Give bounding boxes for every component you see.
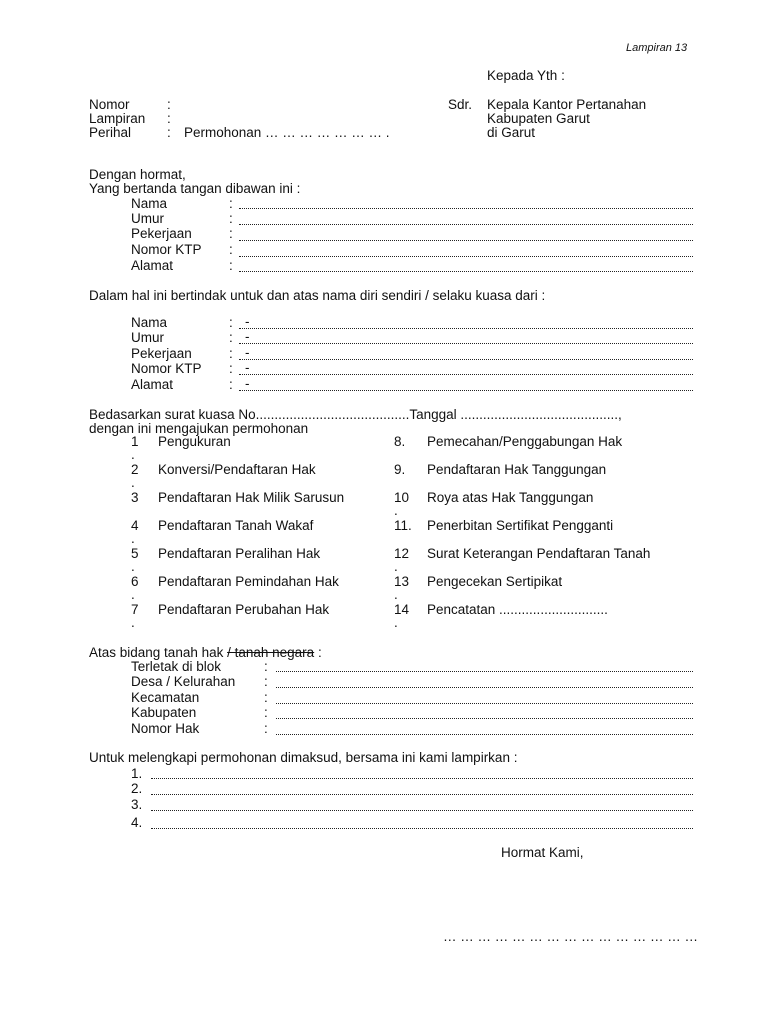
fill-line[interactable] bbox=[151, 810, 693, 811]
fill-line[interactable] bbox=[151, 828, 693, 829]
colon: : bbox=[264, 705, 268, 720]
colon: : bbox=[229, 226, 233, 241]
field-label: Alamat bbox=[131, 258, 174, 273]
perihal-value: Permohonan … … … … … … … . bbox=[184, 125, 390, 140]
land-suffix: : bbox=[314, 645, 322, 660]
fill-line[interactable] bbox=[239, 390, 693, 391]
service-number: 14 bbox=[394, 602, 410, 617]
fill-line[interactable] bbox=[151, 794, 693, 795]
service-number: 3 bbox=[131, 490, 139, 505]
service-label[interactable]: Penerbitan Sertifikat Pengganti bbox=[427, 518, 614, 533]
dash: - bbox=[245, 345, 250, 360]
fill-line[interactable] bbox=[239, 224, 693, 225]
fill-line[interactable] bbox=[239, 343, 693, 344]
signature-line[interactable]: … … … … … … … … … … … … … … … bbox=[443, 929, 699, 944]
land-prefix: Atas bidang tanah hak bbox=[89, 645, 228, 660]
greeting: Dengan hormat, bbox=[89, 167, 186, 182]
authority-line-1: Bedasarkan surat kuasa No.........................................Tanggal .........................................., bbox=[89, 407, 622, 422]
service-number-dot: . bbox=[131, 587, 135, 602]
fill-line[interactable] bbox=[239, 374, 693, 375]
service-number: 7 bbox=[131, 602, 139, 617]
recipient-line-3: di Garut bbox=[487, 125, 536, 140]
authority-line-2: dengan ini mengajukan permohonan bbox=[89, 421, 309, 436]
colon: : bbox=[264, 690, 268, 705]
colon: : bbox=[229, 330, 233, 345]
service-number-dot: . bbox=[131, 531, 135, 546]
fill-line[interactable] bbox=[239, 240, 693, 241]
field-label: Desa / Kelurahan bbox=[131, 674, 236, 689]
service-number-dot: . bbox=[394, 559, 398, 574]
field-label: Umur bbox=[131, 211, 164, 226]
fill-line[interactable] bbox=[239, 271, 693, 272]
recipient-line-1: Kepala Kantor Pertanahan bbox=[487, 97, 647, 112]
colon: : bbox=[229, 346, 233, 361]
service-label[interactable]: Pendaftaran Pemindahan Hak bbox=[158, 574, 339, 589]
service-number: 9. bbox=[394, 462, 406, 477]
field-label: Nomor KTP bbox=[131, 242, 202, 257]
lampiran-label: Lampiran bbox=[89, 111, 146, 126]
fill-line[interactable] bbox=[276, 734, 693, 735]
colon: : bbox=[264, 721, 268, 736]
field-label: Pekerjaan bbox=[131, 226, 192, 241]
fill-line[interactable] bbox=[239, 256, 693, 257]
service-number-dot: . bbox=[394, 587, 398, 602]
hormat-kami: Hormat Kami, bbox=[501, 845, 584, 860]
attachment-number: 2. bbox=[131, 781, 143, 796]
service-label[interactable]: Pengukuran bbox=[158, 434, 231, 449]
field-label: Nomor KTP bbox=[131, 361, 202, 376]
field-label: Nama bbox=[131, 315, 168, 330]
fill-line[interactable] bbox=[239, 208, 693, 209]
colon: : bbox=[167, 111, 171, 126]
service-label[interactable]: Pencatatan ............................. bbox=[427, 602, 608, 617]
fill-line[interactable] bbox=[239, 359, 693, 360]
service-number-dot: . bbox=[394, 503, 398, 518]
fill-line[interactable] bbox=[239, 328, 693, 329]
service-number: 13 bbox=[394, 574, 410, 589]
fill-line[interactable] bbox=[276, 718, 693, 719]
field-label: Pekerjaan bbox=[131, 346, 192, 361]
colon: : bbox=[229, 242, 233, 257]
fill-line[interactable] bbox=[276, 687, 693, 688]
colon: : bbox=[229, 258, 233, 273]
colon: : bbox=[264, 674, 268, 689]
service-number: 2 bbox=[131, 462, 139, 477]
service-label[interactable]: Pendaftaran Peralihan Hak bbox=[158, 546, 321, 561]
field-label: Nama bbox=[131, 196, 168, 211]
service-number: 5 bbox=[131, 546, 139, 561]
service-label[interactable]: Pendaftaran Perubahan Hak bbox=[158, 602, 330, 617]
colon: : bbox=[229, 377, 233, 392]
colon: : bbox=[229, 211, 233, 226]
colon: : bbox=[229, 196, 233, 211]
colon: : bbox=[229, 361, 233, 376]
representation-text: Dalam hal ini bertindak untuk dan atas nama diri sendiri / selaku kuasa dari : bbox=[89, 288, 546, 303]
field-label: Nomor Hak bbox=[131, 721, 200, 736]
service-number-dot: . bbox=[131, 447, 135, 462]
attachment-number: 3. bbox=[131, 797, 143, 812]
attachment-number: 4. bbox=[131, 815, 143, 830]
service-number: 8. bbox=[394, 434, 406, 449]
dash: - bbox=[245, 329, 250, 344]
recipient-line-2: Kabupaten Garut bbox=[487, 111, 590, 126]
service-number: 6 bbox=[131, 574, 139, 589]
service-number: 11. bbox=[394, 518, 412, 533]
fill-line[interactable] bbox=[151, 778, 693, 779]
service-label[interactable]: Pemecahan/Penggabungan Hak bbox=[427, 434, 623, 449]
colon: : bbox=[229, 315, 233, 330]
nomor-label: Nomor bbox=[89, 97, 130, 112]
lampiran-number: Lampiran 13 bbox=[626, 42, 688, 54]
field-label: Umur bbox=[131, 330, 164, 345]
service-label[interactable]: Pendaftaran Hak Tanggungan bbox=[427, 462, 607, 477]
colon: : bbox=[167, 125, 171, 140]
service-number-dot: . bbox=[131, 559, 135, 574]
field-label: Kecamatan bbox=[131, 690, 200, 705]
colon: : bbox=[167, 97, 171, 112]
dash: - bbox=[245, 376, 250, 391]
service-label[interactable]: Pendaftaran Hak Milik Sarusun bbox=[158, 490, 345, 505]
service-number: 4 bbox=[131, 518, 139, 533]
service-label[interactable]: Pengecekan Sertipikat bbox=[427, 574, 563, 589]
field-label: Kabupaten bbox=[131, 705, 197, 720]
service-number: 12 bbox=[394, 546, 410, 561]
dash: - bbox=[245, 314, 250, 329]
signed-below: Yang bertanda tangan dibawan ini : bbox=[89, 181, 301, 196]
service-number: 1 bbox=[131, 434, 139, 449]
field-label: Terletak di blok bbox=[131, 659, 222, 674]
attachments-text: Untuk melengkapi permohonan dimaksud, bersama ini kami lampirkan : bbox=[89, 750, 518, 765]
service-number-dot: . bbox=[131, 615, 135, 630]
colon: : bbox=[264, 659, 268, 674]
service-label[interactable]: Pendaftaran Tanah Wakaf bbox=[158, 518, 314, 533]
fill-line[interactable] bbox=[276, 703, 693, 704]
perihal-label: Perihal bbox=[89, 125, 132, 140]
kepada-yth: Kepada Yth : bbox=[487, 68, 565, 83]
land-heading bbox=[89, 645, 322, 660]
service-number: 10 bbox=[394, 490, 410, 505]
sdr-label: Sdr. bbox=[448, 97, 473, 112]
service-label[interactable]: Surat Keterangan Pendaftaran Tanah bbox=[427, 546, 651, 561]
service-number-dot: . bbox=[394, 615, 398, 630]
dash: - bbox=[245, 360, 250, 375]
service-number-dot: . bbox=[131, 475, 135, 490]
attachment-number: 1. bbox=[131, 766, 143, 781]
fill-line[interactable] bbox=[276, 671, 693, 672]
service-label[interactable]: Konversi/Pendaftaran Hak bbox=[158, 462, 316, 477]
field-label: Alamat bbox=[131, 377, 174, 392]
land-struck-text: / tanah negara bbox=[227, 645, 315, 660]
service-label[interactable]: Roya atas Hak Tanggungan bbox=[427, 490, 594, 505]
